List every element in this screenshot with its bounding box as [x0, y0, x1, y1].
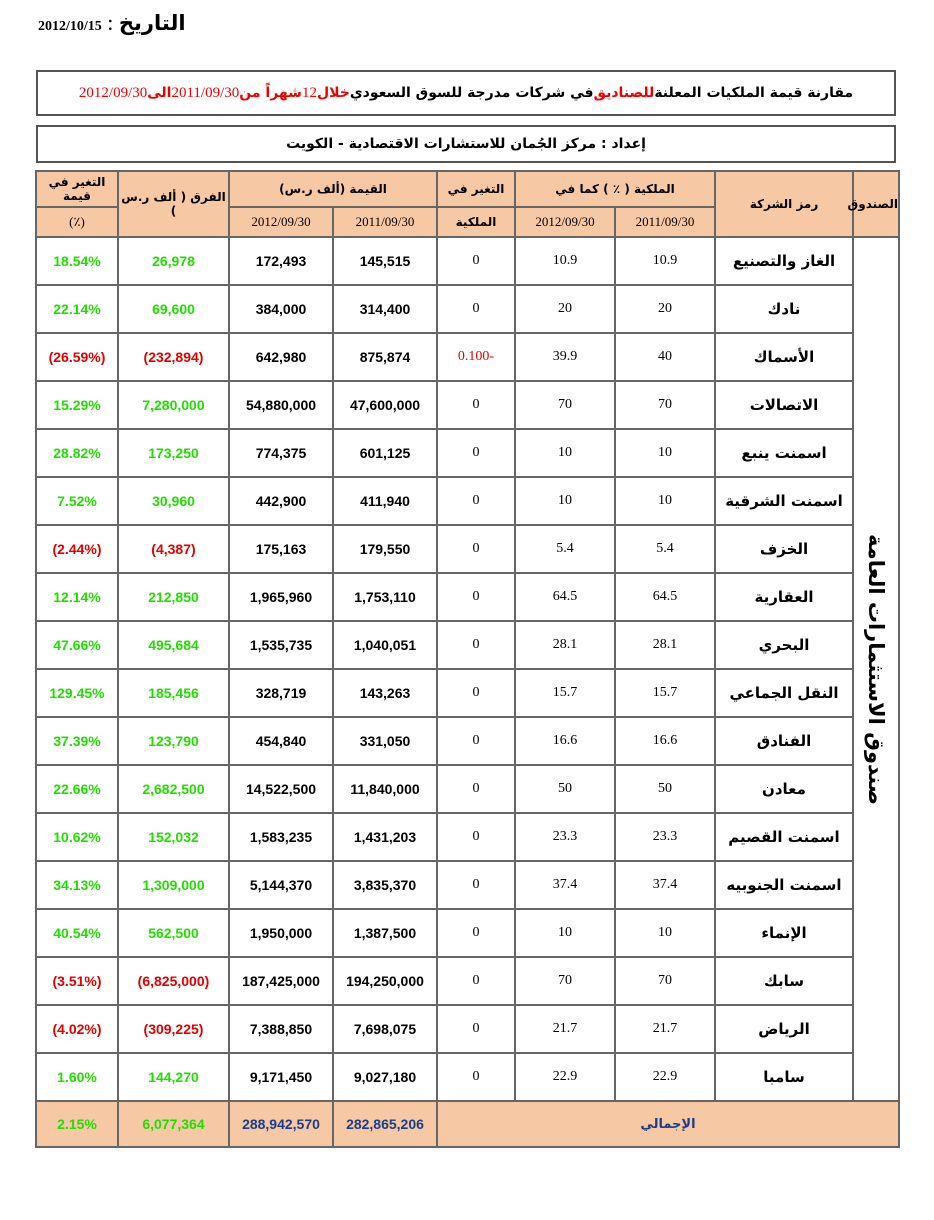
- col-value-date2: 2012/09/30: [229, 207, 333, 237]
- col-diff-header: الفرق ( ألف ر.س ): [118, 171, 229, 237]
- company-name: العقارية: [715, 573, 853, 621]
- ownership-2011: 10: [615, 477, 715, 525]
- table-row: [36, 237, 899, 285]
- ownership-2012: 23.3: [515, 813, 615, 861]
- ownership-change: 0: [437, 285, 515, 333]
- ownership-2011: 20: [615, 285, 715, 333]
- value-pct-change: 40.54%: [36, 909, 118, 957]
- value-pct-change: (2.44%): [36, 525, 118, 573]
- fund-name: صندوق الاستثمارات العامة: [864, 533, 888, 805]
- ownership-2012: 21.7: [515, 1005, 615, 1053]
- value-2012: 187,425,000: [229, 957, 333, 1005]
- value-diff: 26,978: [118, 237, 229, 285]
- title-to-word: الى: [147, 85, 172, 101]
- value-pct-change: (26.59%): [36, 333, 118, 381]
- prepared-by: إعداد : مركز الجُمان للاستشارات الاقتصادية - الكويت: [36, 125, 896, 163]
- ownership-2012: 10: [515, 477, 615, 525]
- value-diff: (6,825,000): [118, 957, 229, 1005]
- value-2012: 1,950,000: [229, 909, 333, 957]
- value-2011: 47,600,000: [333, 381, 437, 429]
- col-symbol-header: رمز الشركة: [715, 171, 853, 237]
- value-2011: 143,263: [333, 669, 437, 717]
- value-pct-change: 28.82%: [36, 429, 118, 477]
- value-pct-change: (3.51%): [36, 957, 118, 1005]
- title-text-1: مقارنة قيمة الملكيات المعلنة: [654, 85, 854, 101]
- title-funds: للصناديق: [593, 85, 655, 101]
- ownership-change: 0: [437, 1053, 515, 1101]
- title-from-date: 2011/09/30: [171, 84, 240, 101]
- ownership-2012: 22.9: [515, 1053, 615, 1101]
- company-name: سابك: [715, 957, 853, 1005]
- total-pct-change: 2.15%: [36, 1101, 118, 1147]
- company-name: الإنماء: [715, 909, 853, 957]
- ownership-2012: 50: [515, 765, 615, 813]
- value-diff: (232,894): [118, 333, 229, 381]
- date-label: التاريخ: [118, 11, 186, 35]
- value-pct-change: 22.14%: [36, 285, 118, 333]
- table-row: [36, 765, 899, 813]
- ownership-2011: 22.9: [615, 1053, 715, 1101]
- value-2012: 384,000: [229, 285, 333, 333]
- company-name: النقل الجماعي: [715, 669, 853, 717]
- value-2011: 9,027,180: [333, 1053, 437, 1101]
- fund-name-cell: [853, 237, 899, 1101]
- value-2011: 875,874: [333, 333, 437, 381]
- value-pct-change: 129.45%: [36, 669, 118, 717]
- value-pct-change: 18.54%: [36, 237, 118, 285]
- value-pct-change: 47.66%: [36, 621, 118, 669]
- ownership-table: [35, 170, 900, 1148]
- title-to-date: 2012/09/30: [78, 84, 148, 101]
- value-2012: 172,493: [229, 237, 333, 285]
- ownership-2012: 5.4: [515, 525, 615, 573]
- col-value-change-unit: (٪): [36, 207, 118, 237]
- col-value-date1: 2011/09/30: [333, 207, 437, 237]
- value-2011: 194,250,000: [333, 957, 437, 1005]
- ownership-2011: 70: [615, 957, 715, 1005]
- col-ownership-change-header: التغير في: [437, 171, 515, 207]
- ownership-2012: 16.6: [515, 717, 615, 765]
- ownership-2012: 10.9: [515, 237, 615, 285]
- value-diff: 30,960: [118, 477, 229, 525]
- ownership-2011: 5.4: [615, 525, 715, 573]
- value-diff: 173,250: [118, 429, 229, 477]
- value-pct-change: 1.60%: [36, 1053, 118, 1101]
- table-row: [36, 717, 899, 765]
- ownership-change: 0: [437, 669, 515, 717]
- ownership-change: 0: [437, 765, 515, 813]
- value-pct-change: 34.13%: [36, 861, 118, 909]
- title-months-num: 12: [301, 84, 317, 101]
- title-text-2: في شركات مدرجة للسوق السعودي: [349, 85, 594, 101]
- value-2012: 9,171,450: [229, 1053, 333, 1101]
- company-name: اسمنت الشرقية: [715, 477, 853, 525]
- col-value-change-header: التغير في قيمة: [36, 171, 118, 207]
- value-diff: 562,500: [118, 909, 229, 957]
- ownership-2011: 15.7: [615, 669, 715, 717]
- report-date: [38, 10, 186, 36]
- value-2011: 331,050: [333, 717, 437, 765]
- ownership-change: -0.100: [437, 333, 515, 381]
- value-2011: 1,387,500: [333, 909, 437, 957]
- value-2012: 1,965,960: [229, 573, 333, 621]
- table-row: [36, 621, 899, 669]
- company-name: معادن: [715, 765, 853, 813]
- table-row: [36, 957, 899, 1005]
- value-2012: 54,880,000: [229, 381, 333, 429]
- col-ownership-date2: 2012/09/30: [515, 207, 615, 237]
- company-name: البحري: [715, 621, 853, 669]
- value-pct-change: 12.14%: [36, 573, 118, 621]
- ownership-2011: 10: [615, 429, 715, 477]
- ownership-change: 0: [437, 621, 515, 669]
- col-ownership-date1: 2011/09/30: [615, 207, 715, 237]
- ownership-2012: 10: [515, 909, 615, 957]
- table-row: [36, 573, 899, 621]
- value-2011: 145,515: [333, 237, 437, 285]
- table-row: [36, 285, 899, 333]
- total-label: الإجمالي: [437, 1101, 899, 1147]
- ownership-2012: 70: [515, 957, 615, 1005]
- ownership-change: 0: [437, 1005, 515, 1053]
- table-row: [36, 1053, 899, 1101]
- value-diff: 7,280,000: [118, 381, 229, 429]
- ownership-change: 0: [437, 813, 515, 861]
- value-2012: 454,840: [229, 717, 333, 765]
- table-row: [36, 861, 899, 909]
- value-diff: 1,309,000: [118, 861, 229, 909]
- ownership-2011: 40: [615, 333, 715, 381]
- value-2012: 14,522,500: [229, 765, 333, 813]
- value-2012: 328,719: [229, 669, 333, 717]
- company-name: سامبا: [715, 1053, 853, 1101]
- col-ownership-change-sub: الملكية: [437, 207, 515, 237]
- value-2012: 175,163: [229, 525, 333, 573]
- value-2011: 601,125: [333, 429, 437, 477]
- value-pct-change: 22.66%: [36, 765, 118, 813]
- ownership-2011: 64.5: [615, 573, 715, 621]
- table-row: [36, 669, 899, 717]
- value-pct-change: 10.62%: [36, 813, 118, 861]
- value-2011: 1,431,203: [333, 813, 437, 861]
- value-diff: 185,456: [118, 669, 229, 717]
- table-row: [36, 429, 899, 477]
- value-2011: 11,840,000: [333, 765, 437, 813]
- value-2011: 7,698,075: [333, 1005, 437, 1053]
- ownership-change: 0: [437, 237, 515, 285]
- col-value-header: القيمة (ألف ر.س): [229, 171, 437, 207]
- company-name: الفنادق: [715, 717, 853, 765]
- value-2011: 314,400: [333, 285, 437, 333]
- value-2011: 179,550: [333, 525, 437, 573]
- value-2011: 1,040,051: [333, 621, 437, 669]
- ownership-2012: 10: [515, 429, 615, 477]
- value-diff: 495,684: [118, 621, 229, 669]
- value-pct-change: 7.52%: [36, 477, 118, 525]
- value-2012: 774,375: [229, 429, 333, 477]
- ownership-2012: 15.7: [515, 669, 615, 717]
- ownership-change: 0: [437, 909, 515, 957]
- ownership-2012: 70: [515, 381, 615, 429]
- table-row: [36, 381, 899, 429]
- value-2012: 642,980: [229, 333, 333, 381]
- value-pct-change: 37.39%: [36, 717, 118, 765]
- company-name: نادك: [715, 285, 853, 333]
- ownership-change: 0: [437, 477, 515, 525]
- ownership-change: 0: [437, 957, 515, 1005]
- ownership-change: 0: [437, 525, 515, 573]
- ownership-2011: 28.1: [615, 621, 715, 669]
- total-diff: 6,077,364: [118, 1101, 229, 1147]
- ownership-2012: 39.9: [515, 333, 615, 381]
- date-value: 2012/10/15: [38, 19, 102, 34]
- value-2012: 7,388,850: [229, 1005, 333, 1053]
- table-row: [36, 1005, 899, 1053]
- date-separator: :: [101, 10, 119, 35]
- table-row: [36, 477, 899, 525]
- table-row: [36, 525, 899, 573]
- ownership-2012: 64.5: [515, 573, 615, 621]
- ownership-change: 0: [437, 861, 515, 909]
- value-2012: 1,535,735: [229, 621, 333, 669]
- value-pct-change: 15.29%: [36, 381, 118, 429]
- ownership-2011: 23.3: [615, 813, 715, 861]
- ownership-change: 0: [437, 573, 515, 621]
- col-fund-header: الصندوق: [853, 171, 899, 237]
- total-value-2012: 288,942,570: [229, 1101, 333, 1147]
- value-2012: 442,900: [229, 477, 333, 525]
- value-diff: 123,790: [118, 717, 229, 765]
- title-during: خلال: [316, 85, 350, 101]
- value-2011: 1,753,110: [333, 573, 437, 621]
- company-name: الاتصالات: [715, 381, 853, 429]
- ownership-2012: 28.1: [515, 621, 615, 669]
- value-2012: 5,144,370: [229, 861, 333, 909]
- company-name: اسمنت القصيم: [715, 813, 853, 861]
- ownership-2011: 70: [615, 381, 715, 429]
- ownership-change: 0: [437, 429, 515, 477]
- table-row: [36, 909, 899, 957]
- company-name: الخزف: [715, 525, 853, 573]
- ownership-change: 0: [437, 381, 515, 429]
- ownership-2011: 16.6: [615, 717, 715, 765]
- value-pct-change: (4.02%): [36, 1005, 118, 1053]
- table-row: [36, 333, 899, 381]
- ownership-2012: 37.4: [515, 861, 615, 909]
- value-diff: (309,225): [118, 1005, 229, 1053]
- col-ownership-header: الملكية ( ٪ ) كما في: [515, 171, 715, 207]
- company-name: الأسماك: [715, 333, 853, 381]
- value-2011: 3,835,370: [333, 861, 437, 909]
- company-name: الغاز والتصنيع: [715, 237, 853, 285]
- table-row: [36, 813, 899, 861]
- ownership-2011: 50: [615, 765, 715, 813]
- ownership-2011: 21.7: [615, 1005, 715, 1053]
- company-name: اسمنت ينبع: [715, 429, 853, 477]
- ownership-2011: 37.4: [615, 861, 715, 909]
- ownership-2011: 10: [615, 909, 715, 957]
- value-2012: 1,583,235: [229, 813, 333, 861]
- value-2011: 411,940: [333, 477, 437, 525]
- value-diff: 144,270: [118, 1053, 229, 1101]
- ownership-2012: 20: [515, 285, 615, 333]
- company-name: اسمنت الجنوبيه: [715, 861, 853, 909]
- ownership-change: 0: [437, 717, 515, 765]
- value-diff: 152,032: [118, 813, 229, 861]
- value-diff: (4,387): [118, 525, 229, 573]
- value-diff: 2,682,500: [118, 765, 229, 813]
- ownership-2011: 10.9: [615, 237, 715, 285]
- company-name: الرياض: [715, 1005, 853, 1053]
- value-diff: 69,600: [118, 285, 229, 333]
- total-value-2011: 282,865,206: [333, 1101, 437, 1147]
- report-title: [36, 70, 896, 116]
- title-months: شهراً من: [239, 85, 302, 101]
- value-diff: 212,850: [118, 573, 229, 621]
